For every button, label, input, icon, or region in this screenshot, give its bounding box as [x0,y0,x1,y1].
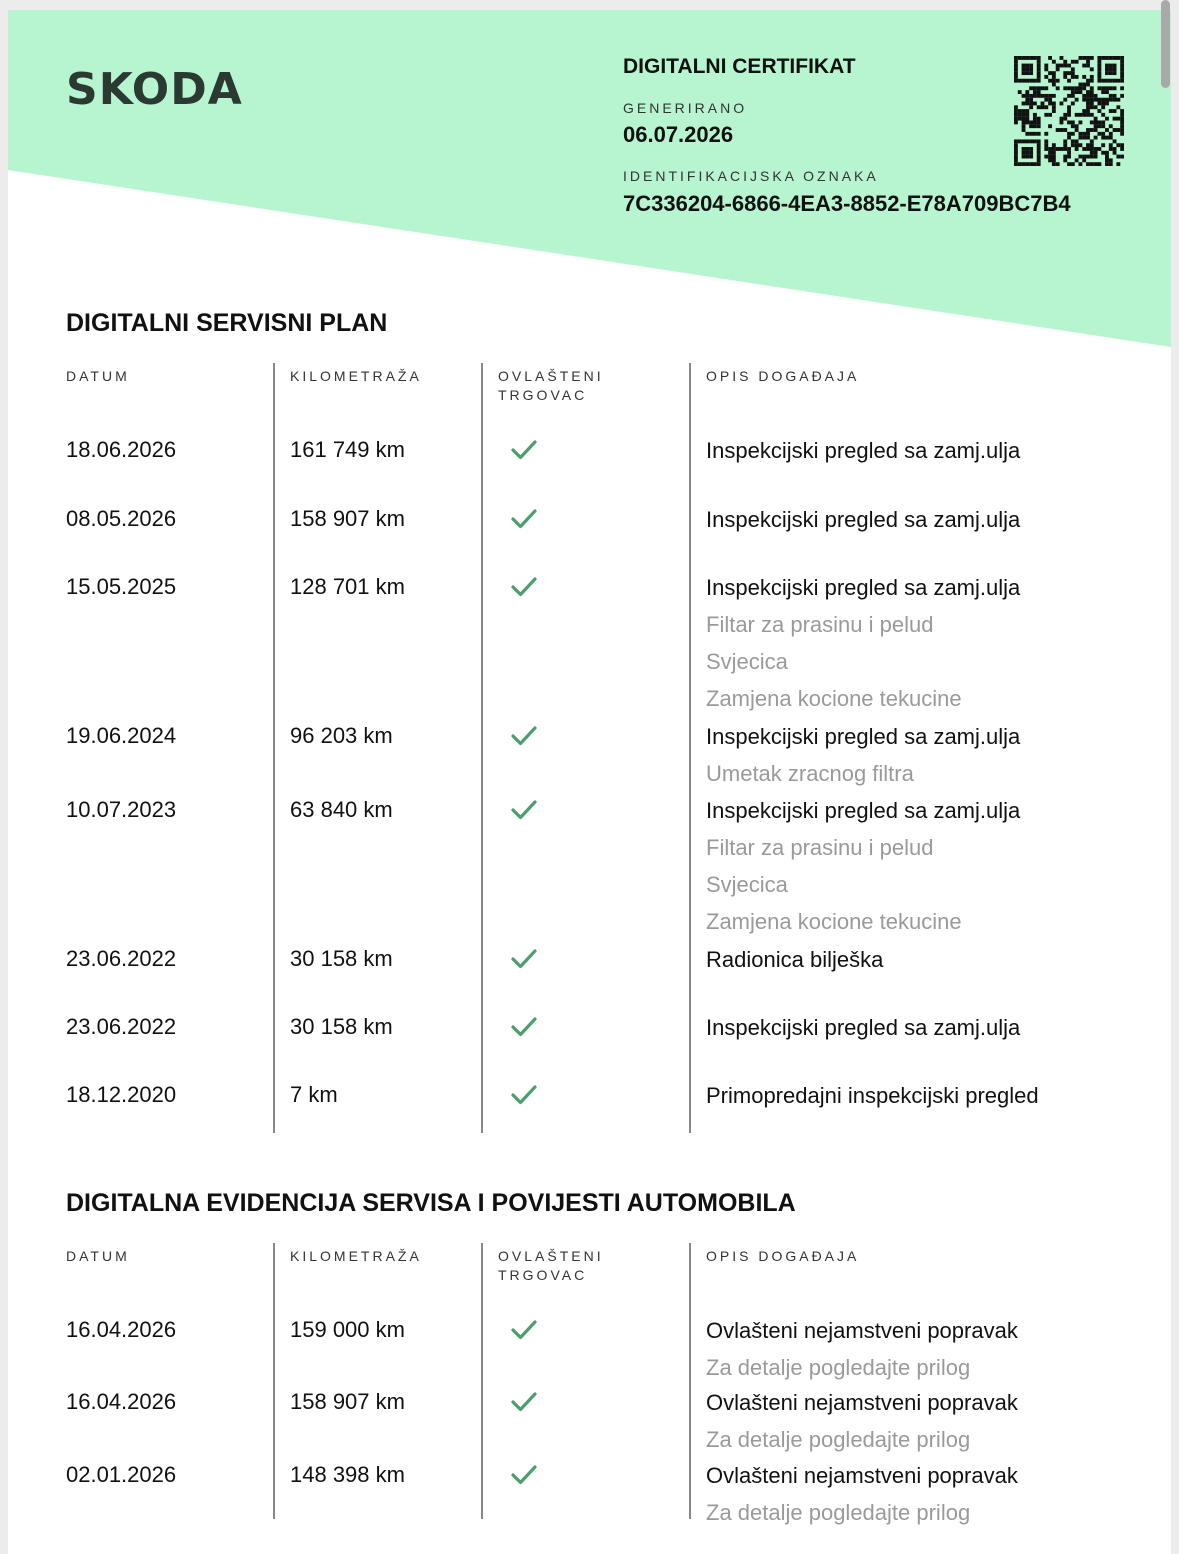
row-mileage: 63 840 km [290,797,393,822]
event-detail: Za detalje pogledajte prilog [706,1355,971,1380]
checkmark-icon [510,725,538,747]
col-header-km: KILOMETRAŽA [290,368,422,384]
service-history-title: DIGITALNA EVIDENCIJA SERVISA I POVIJESTI AUTOMOBILA [66,1189,796,1217]
row-description [706,501,1020,538]
checkmark-icon [510,439,538,461]
checkmark-icon [510,1391,538,1413]
event-detail: Umetak zracnog filtra [706,761,914,786]
event-title: Primopredajni inspekcijski pregled [706,1083,1039,1108]
row-date: 10.07.2023 [66,797,177,822]
event-title: Ovlašteni nejamstveni popravak [706,1318,1018,1343]
column-divider [481,1243,483,1519]
event-title: Ovlašteni nejamstveni popravak [706,1463,1018,1488]
event-title: Inspekcijski pregled sa zamj.ulja [706,724,1021,749]
row-mileage: 148 398 km [290,1462,405,1487]
event-title: Inspekcijski pregled sa zamj.ulja [706,575,1021,600]
col-header-dealer-line1: OVLAŠTENI [498,368,604,384]
event-detail: Zamjena kocione tekucine [706,909,962,934]
row-mileage: 30 158 km [290,1014,393,1039]
service-plan-title: DIGITALNI SERVISNI PLAN [66,309,388,337]
column-divider [273,1243,275,1519]
col-header-dealer [498,367,604,405]
checkmark-icon [510,1464,538,1486]
row-description [706,1312,1018,1386]
certificate-page [8,10,1171,1554]
row-description [706,941,883,978]
row-description [706,792,1020,940]
col-header-km: KILOMETRAŽA [290,1248,422,1264]
row-date: 16.04.2026 [66,1389,177,1414]
header-band [8,10,1171,350]
qr-code-icon[interactable] [1014,56,1124,166]
row-mileage: 30 158 km [290,946,393,971]
identifier-label: IDENTIFIKACIJSKA OZNAKA [623,168,879,184]
row-description [706,718,1020,792]
checkmark-icon [510,508,538,530]
col-header-date: DATUM [66,368,130,384]
row-mileage: 161 749 km [290,437,405,462]
row-description [706,1009,1020,1046]
row-date: 23.06.2022 [66,946,177,971]
row-mileage: 158 907 km [290,1389,405,1414]
checkmark-icon [510,1016,538,1038]
checkmark-icon [510,948,538,970]
col-header-dealer-line2: TRGOVAC [498,1267,588,1283]
event-title: Inspekcijski pregled sa zamj.ulja [706,507,1021,532]
identifier-value: 7C336204-6866-4EA3-8852-E78A709BC7B4 [623,191,1071,216]
event-detail: Filtar za prasinu i pelud [706,835,934,860]
col-header-description: OPIS DOGAĐAJA [706,368,860,384]
event-detail: Filtar za prasinu i pelud [706,612,934,637]
skoda-logo: SKODA [66,64,243,115]
event-detail: Svjecica [706,649,788,674]
row-description [706,1457,1018,1531]
row-date: 02.01.2026 [66,1462,177,1487]
row-mileage: 158 907 km [290,506,405,531]
col-header-dealer-line1: OVLAŠTENI [498,1248,604,1264]
checkmark-icon [510,1084,538,1106]
event-detail: Za detalje pogledajte prilog [706,1427,971,1452]
col-header-description: OPIS DOGAĐAJA [706,1248,860,1264]
generated-date: 06.07.2026 [623,122,734,147]
event-detail: Zamjena kocione tekucine [706,686,962,711]
event-title: Inspekcijski pregled sa zamj.ulja [706,798,1021,823]
row-date: 15.05.2025 [66,574,177,599]
event-title: Ovlašteni nejamstveni popravak [706,1390,1018,1415]
col-header-date: DATUM [66,1248,130,1264]
row-date: 08.05.2026 [66,506,177,531]
row-description [706,569,1020,717]
row-mileage: 96 203 km [290,723,393,748]
event-detail: Svjecica [706,872,788,897]
event-detail: Za detalje pogledajte prilog [706,1500,971,1525]
row-mileage: 128 701 km [290,574,405,599]
column-divider [689,363,691,1133]
checkmark-icon [510,1319,538,1341]
column-divider [689,1243,691,1519]
row-date: 18.12.2020 [66,1082,177,1107]
row-description [706,1384,1018,1458]
row-mileage: 7 km [290,1082,338,1107]
row-description [706,432,1020,469]
col-header-dealer [498,1247,604,1285]
generated-label: GENERIRANO [623,100,748,116]
scrollbar-thumb[interactable] [1161,0,1170,88]
event-title: Inspekcijski pregled sa zamj.ulja [706,1015,1021,1040]
row-description [706,1077,1039,1114]
col-header-dealer-line2: TRGOVAC [498,387,588,403]
column-divider [481,363,483,1133]
row-date: 16.04.2026 [66,1317,177,1342]
row-date: 19.06.2024 [66,723,177,748]
column-divider [273,363,275,1133]
event-title: Inspekcijski pregled sa zamj.ulja [706,438,1021,463]
checkmark-icon [510,799,538,821]
row-date: 18.06.2026 [66,437,177,462]
row-mileage: 159 000 km [290,1317,405,1342]
checkmark-icon [510,576,538,598]
row-date: 23.06.2022 [66,1014,177,1039]
certificate-title: DIGITALNI CERTIFIKAT [623,55,856,78]
event-title: Radionica bilješka [706,947,884,972]
